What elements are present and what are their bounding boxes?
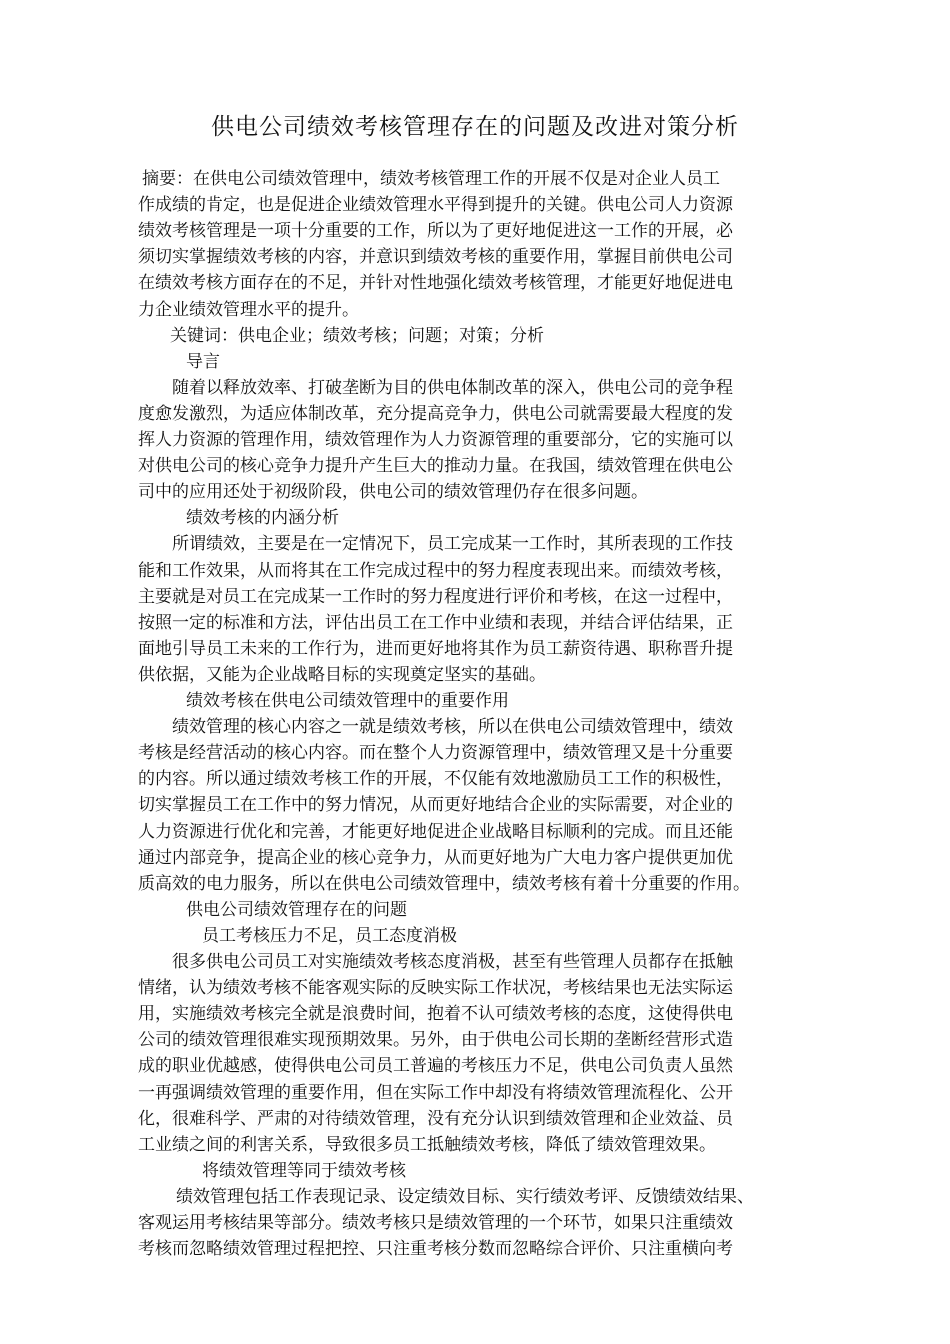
text-line: 绩效考核管理是一项十分重要的工作，所以为了更好地促进这一工作的开展，必: [138, 221, 733, 242]
text-line: 公司的绩效管理很难实现预期效果。另外，由于供电公司长期的垄断经营形式造: [138, 1030, 733, 1051]
text-line: 作成绩的肯定，也是促进企业绩效管理水平得到提升的关键。供电公司人力资源: [138, 195, 733, 216]
text-line: 人力资源进行优化和完善，才能更好地促进企业战略目标顺利的完成。而且还能: [138, 821, 733, 842]
text-line: 导言: [186, 351, 220, 372]
text-line: 成的职业优越感，使得供电公司员工普遍的考核压力不足，供电公司负责人虽然: [138, 1056, 733, 1077]
text-line: 一再强调绩效管理的重要作用，但在实际工作中却没有将绩效管理流程化、公开: [138, 1082, 733, 1103]
text-line: 对供电公司的核心竞争力提升产生巨大的推动力量。在我国，绩效管理在供电公: [138, 456, 733, 477]
text-line: 供电公司绩效管理存在的问题: [186, 899, 407, 920]
text-line: 能和工作效果，从而将其在工作完成过程中的努力程度表现出来。而绩效考核，: [138, 560, 733, 581]
text-line: 很多供电公司员工对实施绩效考核态度消极，甚至有些管理人员都存在抵触: [172, 952, 733, 972]
text-line: 主要就是对员工在完成某一工作时的努力程度进行评价和考核，在这一过程中，: [138, 586, 733, 607]
text-line: 通过内部竞争，提高企业的核心竞争力，从而更好地为广大电力客户提供更加优: [138, 847, 733, 868]
text-line: 关键词：供电企业；绩效考核；问题；对策；分析: [170, 325, 544, 346]
text-line: 绩效考核在供电公司绩效管理中的重要作用: [186, 691, 509, 711]
text-line: 随着以释放效率、打破垄断为目的供电体制改革的深入，供电公司的竞争程: [172, 377, 733, 398]
text-line: 化，很难科学、严肃的对待绩效管理，没有充分认识到绩效管理和企业效益、员: [138, 1108, 733, 1129]
text-line: 挥人力资源的管理作用，绩效管理作为人力资源管理的重要部分，它的实施可以: [138, 430, 733, 450]
text-line: 摘要：在供电公司绩效管理中，绩效考核管理工作的开展不仅是对企业人员工: [142, 169, 720, 189]
text-line: 绩效管理包括工作表现记录、设定绩效目标、实行绩效考评、反馈绩效结果、: [176, 1186, 754, 1207]
text-line: 考核是经营活动的核心内容。而在整个人力资源管理中，绩效管理又是十分重要: [138, 743, 733, 764]
text-line: 质高效的电力服务，所以在供电公司绩效管理中，绩效考核有着十分重要的作用。: [138, 873, 750, 894]
text-line: 的内容。所以通过绩效考核工作的开展，不仅能有效地激励员工工作的积极性，: [138, 769, 733, 790]
text-line: 按照一定的标准和方法，评估出员工在工作中业绩和表现，并结合评估结果，正: [138, 612, 733, 633]
text-line: 绩效考核的内涵分析: [186, 508, 339, 529]
text-line: 力企业绩效管理水平的提升。: [138, 299, 359, 320]
text-line: 用，实施绩效考核完全就是浪费时间，抱着不认可绩效考核的态度，这使得供电: [138, 1004, 733, 1025]
text-line: 须切实掌握绩效考核的内容，并意识到绩效考核的重要作用，掌握目前供电公司: [138, 247, 733, 268]
text-line: 情绪，认为绩效考核不能客观实际的反映实际工作状况，考核结果也无法实际运: [138, 978, 733, 999]
text-line: 在绩效考核方面存在的不足，并针对性地强化绩效考核管理，才能更好地促进电: [138, 273, 733, 294]
text-line: 司中的应用还处于初级阶段，供电公司的绩效管理仍存在很多问题。: [138, 482, 648, 503]
text-line: 度愈发激烈，为适应体制改革，充分提高竞争力，供电公司就需要最大程度的发: [138, 403, 733, 424]
text-line: 切实掌握员工在工作中的努力情况，从而更好地结合企业的实际需要，对企业的: [138, 795, 733, 816]
text-line: 工业绩之间的利害关系，导致很多员工抵触绩效考核，降低了绩效管理效果。: [138, 1134, 716, 1155]
text-line: 员工考核压力不足，员工态度消极: [202, 925, 457, 946]
text-line: 绩效管理的核心内容之一就是绩效考核，所以在供电公司绩效管理中，绩效: [172, 717, 733, 738]
document-title: 供电公司绩效考核管理存在的问题及改进对策分析: [211, 114, 739, 140]
text-line: 客观运用考核结果等部分。绩效考核只是绩效管理的一个环节，如果只注重绩效: [138, 1213, 733, 1233]
text-line: 将绩效管理等同于绩效考核: [202, 1160, 406, 1181]
text-line: 面地引导员工未来的工作行为，进而更好地将其作为员工薪资待遇、职称晋升提: [138, 638, 733, 659]
text-line: 所谓绩效，主要是在一定情况下，员工完成某一工作时，其所表现的工作技: [172, 534, 733, 555]
text-line: 供依据，又能为企业战略目标的实现奠定坚实的基础。: [138, 664, 546, 685]
text-line: 考核而忽略绩效管理过程把控、只注重考核分数而忽略综合评价、只注重横向考: [138, 1239, 733, 1260]
